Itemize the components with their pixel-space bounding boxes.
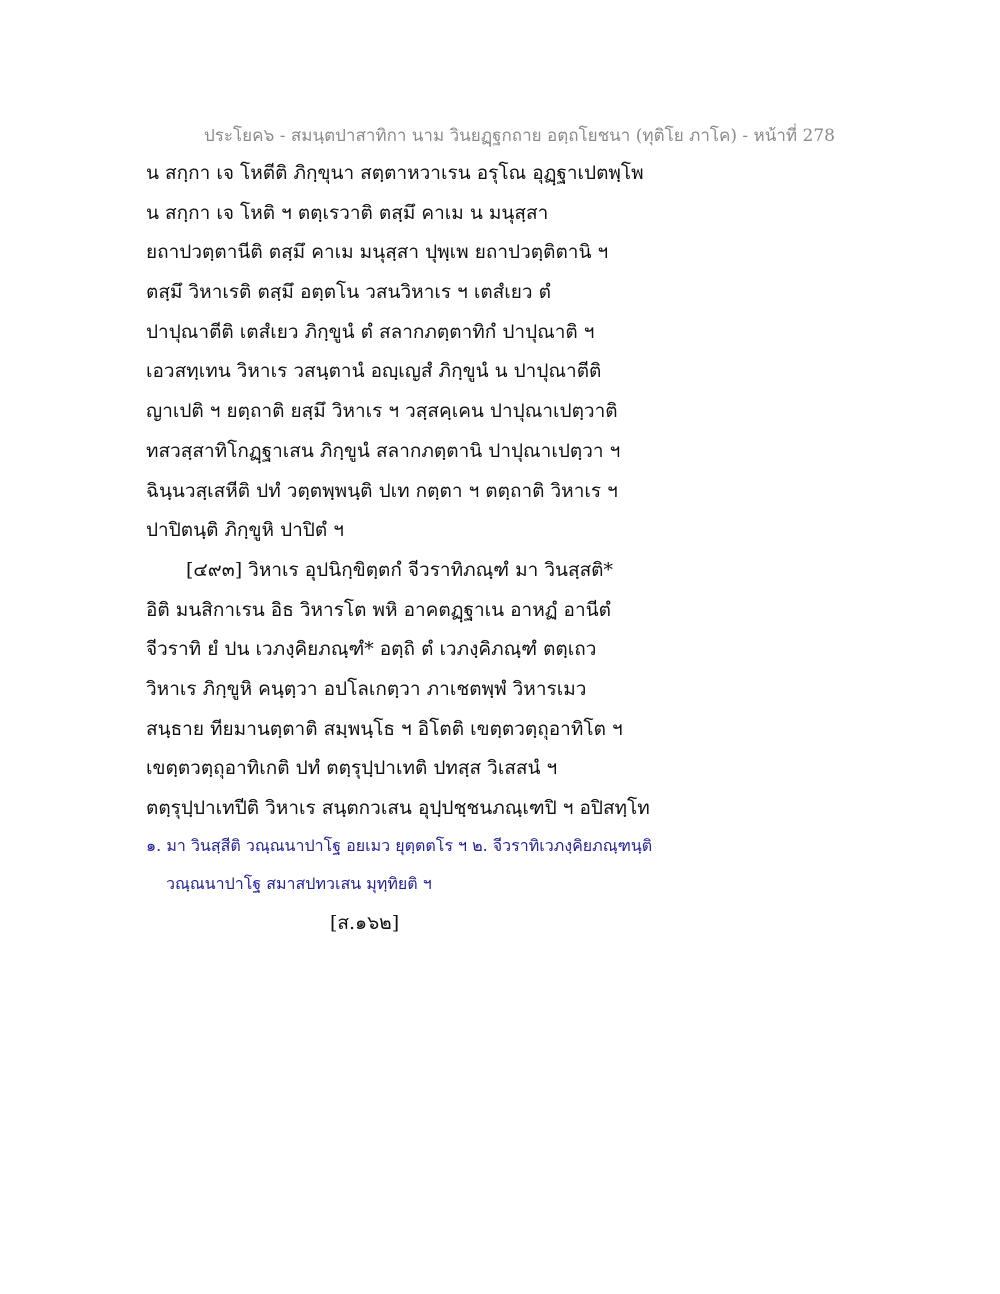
footnote-line: วณฺณนาปาโฐ สมาสปทวเสน มุทฺทิยติ ฯ bbox=[166, 874, 432, 893]
text-line: วิหาเร ภิกฺขูหิ คนฺตฺวา อปโลเกตฺวา ภาเชตพฺพํ วิหารเมว bbox=[146, 677, 587, 700]
footnotes bbox=[146, 832, 746, 908]
text-line: ฉินฺนวสฺเสหีติ ปทํ วตฺตพฺพนฺติ ปเท กตฺตา ฯ ตตฺถาติ วิหาเร ฯ bbox=[146, 479, 618, 502]
text-line: สนฺธาย ทียมานตฺตาติ สมฺพนฺโธ ฯ อิโตติ เขตฺตวตฺถุอาทิโต ฯ bbox=[146, 717, 623, 740]
page-reference: [ส.๑๖๒] bbox=[330, 912, 400, 934]
text-line: ญาเปติ ฯ ยตฺถาติ ยสฺมึ วิหาเร ฯ วสฺสคฺเคน ปาปุณาเปตฺวาติ bbox=[146, 400, 618, 423]
text-line: เอวสทฺเทน วิหาเร วสนฺตานํ อญฺเญสํ ภิกฺขูนํ น ปาปุณาตีติ bbox=[146, 360, 602, 383]
text-line: จีวราทิ ยํ ปน เวภงฺคิยภณฺฑํ* อตฺถิ ตํ เวภงฺคิภณฺฑํ ตตฺเถว bbox=[146, 638, 597, 661]
paragraph-start-line: [๔๙๓] วิหาเร อุปนิกฺขิตฺตกํ จีวราทิภณฺฑํ มา วินสฺสติ* bbox=[186, 558, 614, 581]
footnote-line: ๑. มา วินสฺสีติ วณฺณนาปาโฐ อยเมว ยุตฺตตโร ฯ ๒. จีวราทิเวภงฺคิยภณฺฑนฺติ bbox=[146, 836, 653, 855]
text-line: ปาปิตนฺติ ภิกฺขูหิ ปาปิตํ ฯ bbox=[146, 519, 344, 542]
text-line: ปาปุณาตีติ เตสํเยว ภิกฺขูนํ ตํ สลากภตฺตาทิกํ ปาปุณาติ ฯ bbox=[146, 320, 595, 343]
text-line: เขตฺตวตฺถุอาทิเกติ ปทํ ตตฺรุปฺปาเทติ ปทสฺส วิเสสนํ ฯ bbox=[146, 757, 558, 780]
body-text bbox=[146, 158, 706, 833]
text-line: ทสวสฺสาทิโกฏฺฐาเสน ภิกฺขูนํ สลากภตฺตานิ ปาปุณาเปตฺวา ฯ bbox=[146, 439, 621, 462]
text-line: น สกฺกา เจ โหติ ฯ ตตฺเรวาติ ตสฺมึ คาเม น มนุสฺสา bbox=[146, 201, 549, 224]
text-line: ยถาปวตฺตานีติ ตสฺมึ คาเม มนุสฺสา ปุพฺเพ ยถาปวตฺติตานิ ฯ bbox=[146, 241, 609, 264]
text-line: ตสฺมึ วิหาเรติ ตสฺมึ อตฺตโน วสนวิหาเร ฯ เตสํเยว ตํ bbox=[146, 281, 551, 304]
text-line: อิติ มนสิกาเรน อิธ วิหารโต พหิ อาคตฏฺฐาเน อาหฏํ อานีตํ bbox=[146, 598, 611, 621]
running-header: ประโยค๖ - สมนฺตปาสาทิกา นาม วินยฏฺฐกถาย อตฺถโยชนา (ทุติโย ภาโค) - หน้าที่ 278 bbox=[204, 126, 835, 146]
text-line: ตตฺรุปฺปาเทปีติ วิหาเร สนฺตกวเสน อุปฺปชฺชนภณฺเฑปิ ฯ อปิสทฺโท bbox=[146, 797, 650, 819]
text-line: น สกฺกา เจ โหตีติ ภิกฺขุนา สตฺตาหวาเรน อรุโณ อุฏฺฐาเปตพฺโพ bbox=[146, 162, 644, 184]
